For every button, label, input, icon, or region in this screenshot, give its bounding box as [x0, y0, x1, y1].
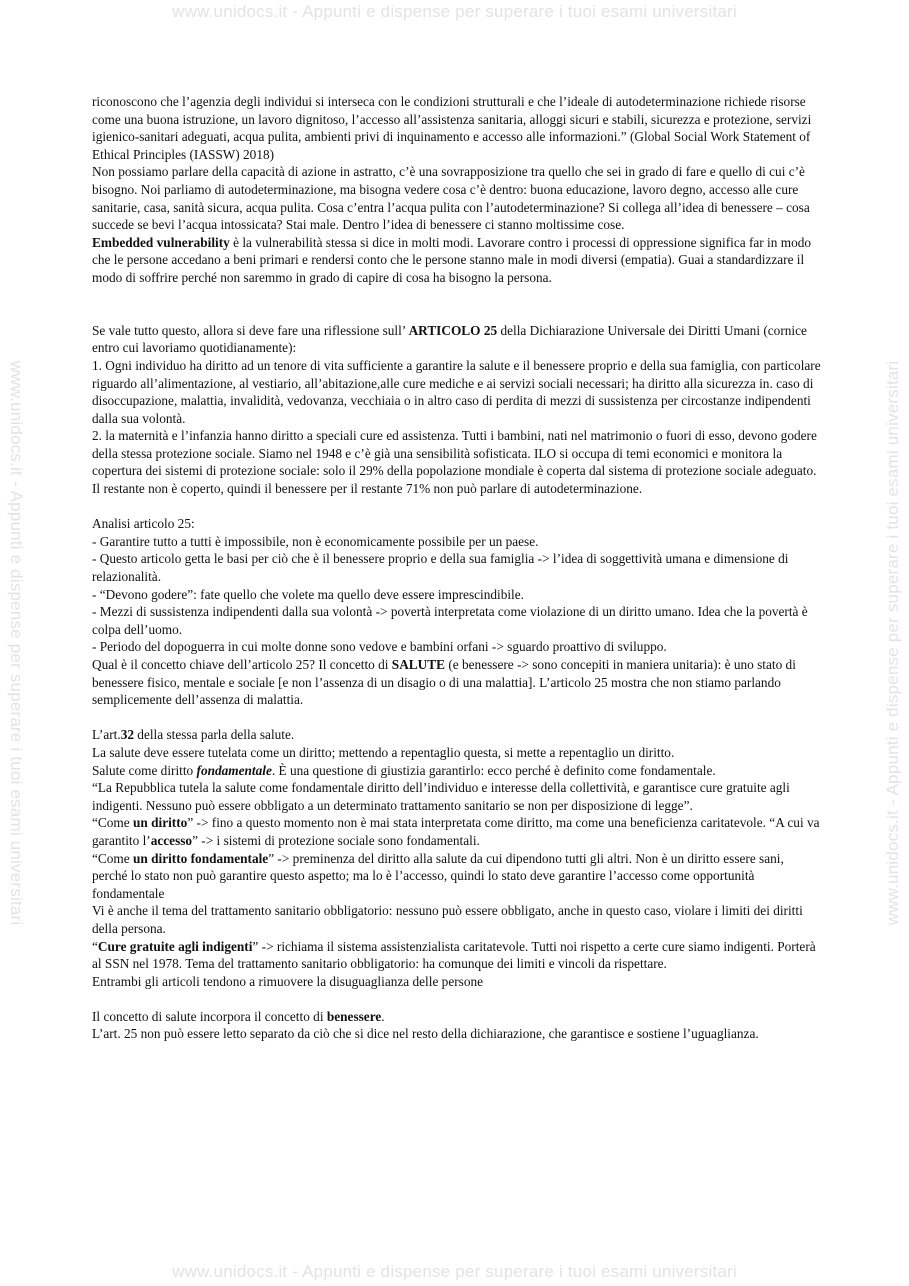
articolo-25-heading: ARTICOLO 25 [408, 322, 498, 338]
document-body [92, 93, 822, 1043]
analisi-item-3: - “Devono godere”: fate quello che volete ma quello deve essere imprescindibile. [92, 586, 524, 602]
art32-c: della stessa parla della salute. [133, 727, 295, 743]
art32-fondamentale [92, 762, 822, 780]
salute-keyword: SALUTE [391, 657, 446, 672]
articolo-25-intro-a: Se vale tutto questo, allora si deve fare una riflessione sull’ [92, 322, 409, 338]
autodeterminazione-paragraph: Non possiamo parlare della capacità di azione in astratto, c’è una sovrapposizione tra quello che sei in grado di fare e quello di cui c’è bisogno. Noi parliamo di autodeterminazione, ma bisogna vedere cosa c’è dentro: buona educazione, lavoro degno, accesso alle cure sanitarie, casa, sanità sicura, acqua pulita. Cosa c’entra l’acqua pulita con l’autodeterminazione? Si collega all’idea di benessere – cosa succede se bevi l’acqua intossicata? Stai male. Dentro l’idea di benessere ci stanno moltissime cose. [92, 164, 810, 233]
cure-c: ” -> richiama il sistema assistenzialista caritatevole. Tutti noi rispetto a certe cure siamo indigenti. Porterà al SSN nel 1978. Tema del trattamento sanitario obbligatorio: ha comunque dei limiti e vincoli da rispettare. [92, 938, 816, 972]
concetto-a: Il concetto di salute incorpora il concetto di [92, 1008, 327, 1024]
art32-number: 32 [120, 727, 134, 743]
art32-intro [92, 726, 822, 744]
articolo-25-intro [92, 322, 822, 357]
diritto-fondamentale-paragraph [92, 850, 822, 903]
embedded-vulnerability-paragraph [92, 234, 822, 287]
analisi-item-2: - Questo articolo getta le basi per ciò che è il benessere proprio e della sua famiglia -> l’idea di soggettività umana e dimensione di relazionalità. [92, 551, 789, 585]
analisi-item-4: - Mezzi di sussistenza indipendenti dalla sua volontà -> povertà interpretata come violazione di un diritto umano. Idea che la povertà è colpa dell’uomo. [92, 604, 808, 637]
benessere-keyword: benessere [326, 1008, 382, 1024]
come-un-diritto-paragraph [92, 814, 822, 849]
watermark-right-text: www.unidocs.it - Appunti e dispense per superare i tuoi esami universitari [883, 360, 902, 926]
entrambi-paragraph: Entrambi gli articoli tendono a rimuovere la disuguaglianza delle persone [92, 973, 484, 989]
salute-paragraph [92, 656, 822, 709]
diritto-a: “Come [92, 815, 133, 831]
cure-gratuite-paragraph [92, 938, 822, 973]
diritto-b: un diritto [133, 815, 188, 831]
art32-a: L’art. [92, 727, 121, 743]
salute-a: Qual è il concetto chiave dell’articolo 25? Il concetto di [92, 657, 392, 672]
fond-b: un diritto fondamentale [133, 850, 269, 866]
final-paragraph: L’art. 25 non può essere letto separato da ciò che si dice nel resto della dichiarazione, che garantisce e sostiene l’uguaglianza. [92, 1026, 759, 1042]
analisi-item-1: - Garantire tutto a tutti è impossibile, non è economicamente possibile per un paese. [92, 533, 539, 549]
diritto-c: ” -> fino a questo momento non è mai stata interpretata come diritto, ma come una beneficienza caritatevole. “A cui va garantito l’ [92, 815, 820, 848]
fond-c: ” -> preminenza del diritto alla salute da cui dipendono tutti gli altri. Non è un diritto essere sani, perché lo stato non può garantire questo aspetto; ma lo è l’accesso, quindi lo stato deve garantire l’accesso come opportunità fondamentale [92, 850, 784, 901]
diritto-e: ” -> i sistemi di protezione sociale sono fondamentali. [192, 832, 480, 848]
fond-a: “Come [92, 850, 133, 866]
concetto-salute-paragraph [92, 1008, 822, 1026]
tso-paragraph: Vi è anche il tema del trattamento sanitario obbligatorio: nessuno può essere obbligato, anche in questo caso, violare i limiti dei diritti della persona. [92, 903, 803, 936]
art32-quote: “La Repubblica tutela la salute come fondamentale diritto dell’individuo e interesse della collettività, e garantisce cure gratuite agli indigenti. Nessuno può essere obbligato a un determinato trattamento sanitario se non per disposizione di legge”. [92, 780, 790, 813]
watermark-left-text: www.unidocs.it - Appunti e dispense per superare i tuoi esami universitari [7, 360, 26, 926]
art32-g: . È una questione di giustizia garantirlo: ecco perché è definito come fondamentale. [271, 762, 716, 778]
embedded-vulnerability-text: è la vulnerabilità stessa si dice in molti modi. Lavorare contro i processi di oppressione significa far in modo che le persone accedano a beni primari e rendersi conto che le persone stanno male in modi diversi (empatia). Guai a standardizzare il modo di soffrire perché non saremmo in grado di capire di cosa ha bisogno la persona. [92, 234, 812, 285]
watermark-top: www.unidocs.it - Appunti e dispense per superare i tuoi esami universitari [172, 2, 737, 21]
articolo-25-comma-1: 1. Ogni individuo ha diritto ad un tenore di vita sufficiente a garantire la salute e il benessere proprio e della sua famiglia, con particolare riguardo all’alimentazione, al vestiario, all’abitazione,alle cure mediche e ai servizi sociali necessari; ha diritto alla sicurezza in. caso di disoccupazione, malattia, invalidità, vedovanza, vecchiaia o in altro caso di perdita di mezzi di sussistenza per circostanze indipendenti dalla sua volontà. [92, 357, 821, 426]
concetto-c: . [381, 1008, 385, 1024]
watermark-bottom: www.unidocs.it - Appunti e dispense per superare i tuoi esami universitari [172, 1262, 737, 1281]
embedded-vulnerability-term: Embedded vulnerability [92, 234, 230, 250]
intro-quote-paragraph: riconoscono che l’agenzia degli individui si interseca con le condizioni strutturali e che l’ideale di autodeterminazione richiede risorse come una buona istruzione, un lavoro dignitoso, l’accesso all’assistenza sanitaria, alloggi sicuri e stabili, sicurezza e protezione, servizi igienico-sanitari adeguati, acqua pulita, ambienti privi di inquinamento e accesso alle informazioni.” (Global Social Work Statement of Ethical Principles (IASSW) 2018) [92, 94, 812, 162]
fondamentale-keyword: fondamentale [196, 762, 272, 778]
cure-a: “ [92, 938, 98, 954]
articolo-25-comma-2: 2. la maternità e l’infanzia hanno diritto a speciali cure ed assistenza. Tutti i bambini, nati nel matrimonio o fuori di esso, devono godere della stessa protezione sociale. Siamo nel 1948 e c’è già una sensibilità sofisticata. ILO si occupa di temi economici e monitora la copertura dei sistemi di protezione sociale: solo il 29% della popolazione mondiale è coperta dal sistema di protezione sociale adeguato. Il restante non è coperto, quindi il benessere per il restante 71% non può parlare di autodeterminazione. [92, 428, 817, 497]
art32-tutela: La salute deve essere tutelata come un diritto; mettendo a repentaglio questa, si mette a repentaglio un diritto. [92, 744, 675, 760]
accesso-keyword: accesso [150, 832, 193, 848]
art32-e: Salute come diritto [92, 762, 197, 778]
analisi-title: Analisi articolo 25: [92, 516, 195, 532]
salute-c: (e benessere -> sono concepiti in maniera unitaria): è uno stato di benessere fisico, mentale e sociale [e non l’assenza di un disagio o di una malattia]. L’articolo 25 mostra che non stiamo parlando semplicemente dell’assenza di malattia. [92, 657, 796, 708]
analisi-item-5: - Periodo del dopoguerra in cui molte donne sono vedove e bambini orfani -> sguardo proattivo di sviluppo. [92, 639, 667, 655]
articolo-25-intro-c: della Dichiarazione Universale dei Diritti Umani (cornice entro cui lavoriamo quotidianamente): [92, 322, 807, 356]
cure-b: Cure gratuite agli indigenti [97, 938, 253, 954]
